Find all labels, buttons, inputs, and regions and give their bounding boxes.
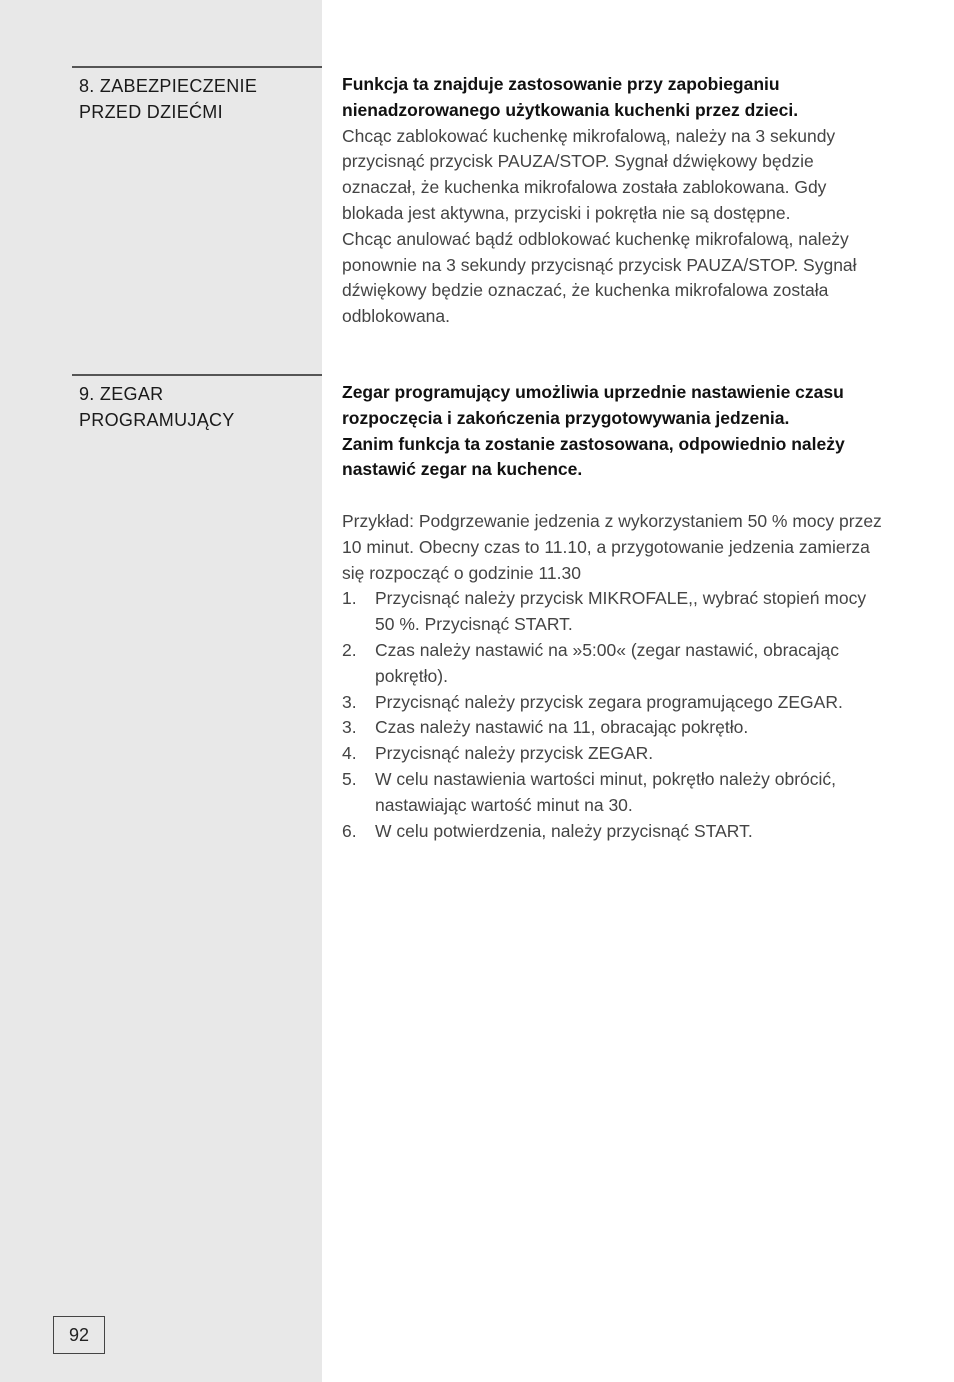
sidebar-panel	[0, 0, 322, 1382]
step-text: Przycisnąć należy przycisk zegara programującego ZEGAR.	[375, 691, 843, 712]
step-text: Przycisnąć należy przycisk MIKROFALE,, wybrać stopień mocy 50 %. Przycisnąć START.	[375, 588, 867, 635]
section-9-heading-line-2: PROGRAMUJĄCY	[79, 410, 235, 430]
section-9-body	[342, 380, 887, 844]
section-8-heading-line-2: PRZED DZIEĆMI	[79, 102, 223, 122]
list-item	[342, 819, 887, 845]
section-8-heading-line-1: 8. ZABEZPIECZENIE	[79, 76, 258, 96]
section-8-paragraph-unlock: Chcąc anulować bądź odblokować kuchenkę mikrofalową, należy ponownie na 3 sekundy przycisnąć przycisk PAUZA/STOP. Sygnał dźwiękowy będzie oznaczać, że kuchenka mikrofalowa została odblokowana.	[342, 228, 857, 327]
list-item	[342, 715, 887, 741]
list-item	[342, 741, 887, 767]
section-9-example: Przykład: Podgrzewanie jedzenia z wykorzystaniem 50 % mocy przez 10 minut. Obecny czas to 11.10, a przygotowanie jedzenia zamierza się rozpocząć o godzinie 11.30	[342, 510, 882, 583]
step-text: W celu potwierdzenia, należy przycisnąć START.	[375, 820, 753, 841]
step-number: 5.	[342, 768, 357, 789]
step-text: Czas należy nastawić na »5:00« (zegar nastawić, obracając pokrętło).	[375, 639, 839, 686]
section-9-intro: Zegar programujący umożliwia uprzednie nastawienie czasu rozpoczęcia i zakończenia przygotowywania jedzenia.	[342, 382, 844, 428]
step-text: W celu nastawienia wartości minut, pokrętło należy obrócić, nastawiając wartość minut na 30.	[375, 768, 837, 815]
step-number: 4.	[342, 743, 357, 764]
section-9-note: Zanim funkcja ta zostanie zastosowana, odpowiednio należy nastawić zegar na kuchence.	[342, 433, 845, 480]
list-item	[342, 586, 887, 638]
step-text: Przycisnąć należy przycisk ZEGAR.	[375, 743, 654, 764]
step-text: Czas należy nastawić na 11, obracając pokrętło.	[375, 717, 749, 738]
page-number: 92	[53, 1316, 105, 1354]
section-9-heading-line-1: 9. ZEGAR	[79, 384, 164, 404]
list-item	[342, 690, 887, 716]
section-8-paragraph-lock: Chcąc zablokować kuchenkę mikrofalową, należy na 3 sekundy przycisnąć przycisk PAUZA/STOP. Sygnał dźwiękowy będzie oznaczał, że kuchenka mikrofalowa została zablokowana. Gdy blokada jest aktywna, przyciski i pokrętła nie są dostępne.	[342, 125, 836, 223]
section-8-heading	[72, 66, 322, 125]
step-number: 2.	[342, 639, 357, 660]
section-8-body	[342, 72, 887, 330]
section-8-intro: Funkcja ta znajduje zastosowanie przy zapobieganiu nienadzorowanego użytkowania kuchenki przez dzieci.	[342, 74, 799, 120]
section-9-heading	[72, 374, 322, 433]
paragraph-spacer	[342, 483, 887, 509]
step-number: 3.	[342, 691, 357, 712]
list-item	[342, 638, 887, 690]
list-item	[342, 767, 887, 819]
step-number: 3.	[342, 717, 357, 738]
step-number: 1.	[342, 588, 357, 609]
steps-list	[342, 586, 887, 844]
step-number: 6.	[342, 820, 357, 841]
